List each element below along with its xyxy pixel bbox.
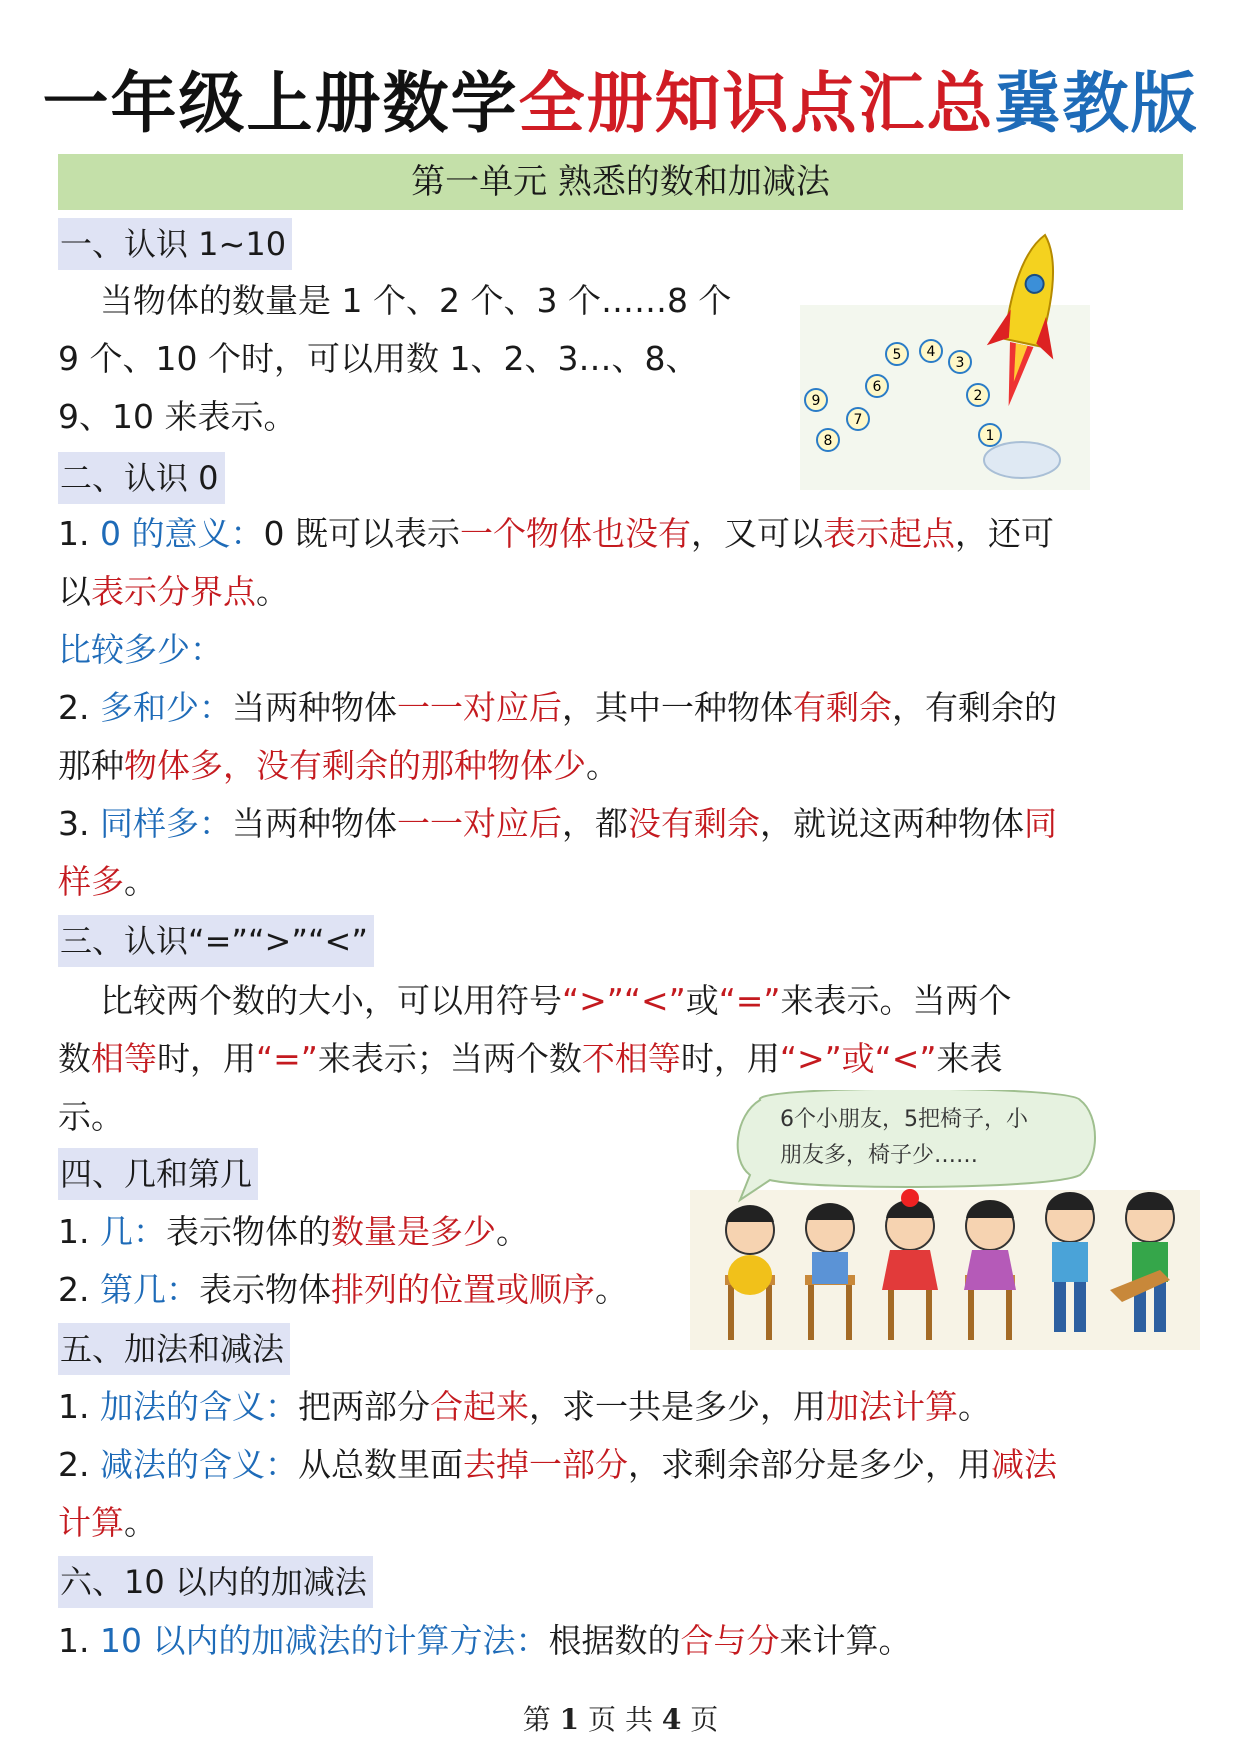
- highlight: 计算: [58, 1503, 124, 1542]
- text: 那种: [58, 746, 124, 785]
- highlight: 去掉一部分: [462, 1445, 628, 1484]
- rocket-number-illustration: [790, 225, 1100, 495]
- text: 。: [586, 746, 619, 785]
- page-footer: [0, 1702, 1241, 1738]
- s1-line-2: 9 个、10 个时，可以用数 1、2、3…、8、: [58, 339, 699, 378]
- text: 来计算。: [779, 1621, 912, 1660]
- footer-text: 页: [681, 1703, 719, 1736]
- speech-bubble-line-2: 朋友多，椅子少……: [780, 1143, 979, 1168]
- text: ，有剩余的: [891, 688, 1057, 727]
- text: 。: [124, 1503, 157, 1542]
- highlight: 一个物体也没有: [459, 514, 691, 553]
- section-heading-1: 一、认识 1~10: [58, 218, 292, 270]
- text: 当两种物体: [231, 688, 397, 727]
- page-title: [0, 58, 1241, 148]
- point-label: 同样多：: [99, 804, 232, 843]
- s2-point-1-cont: [58, 563, 289, 621]
- s3-line-3: 示。: [58, 1097, 124, 1136]
- footer-text: 第: [522, 1703, 560, 1736]
- point-label: 0 的意义：: [99, 514, 264, 553]
- highlight: 加法计算: [825, 1387, 958, 1426]
- text: 把两部分: [297, 1387, 430, 1426]
- point-number: 1.: [58, 514, 100, 553]
- highlight: “=”: [718, 981, 781, 1020]
- highlight: 同: [1023, 804, 1057, 843]
- point-number: 3.: [58, 804, 100, 843]
- text: 以: [58, 572, 91, 611]
- text: 。: [957, 1387, 991, 1426]
- highlight: 相等: [91, 1039, 157, 1078]
- title-part-edition: 冀教版: [994, 64, 1199, 142]
- s1-line-3: 9、10 来表示。: [58, 397, 297, 436]
- highlight: 减法: [990, 1445, 1057, 1484]
- highlight: 没有剩余: [627, 804, 760, 843]
- speech-bubble: [750, 1092, 1060, 1180]
- title-part-grade: 一年级上册数学: [42, 64, 519, 142]
- text: ，还可: [954, 514, 1054, 553]
- highlight: “>”或“<”: [779, 1039, 937, 1078]
- highlight: 样多: [58, 862, 124, 901]
- point-label: 几：: [99, 1212, 166, 1251]
- s3-line-2: [58, 1030, 1003, 1088]
- section-heading-5: 五、加法和减法: [58, 1323, 290, 1375]
- point-number: 2.: [58, 1270, 100, 1309]
- point-label: 多和少：: [99, 688, 232, 727]
- rocket-number-1: 1: [985, 428, 995, 444]
- current-page-number: 1: [559, 1703, 580, 1736]
- point-number: 1.: [58, 1621, 100, 1660]
- point-number: 2.: [58, 1445, 100, 1484]
- s2-point-3: [58, 795, 1057, 853]
- section-heading-4: 四、几和第几: [58, 1148, 258, 1200]
- text: 时，用: [680, 1039, 780, 1078]
- highlight: 不相等: [581, 1039, 681, 1078]
- text: 。: [256, 572, 289, 611]
- point-number: 1.: [58, 1387, 100, 1426]
- rocket-number-2: 2: [973, 388, 983, 404]
- s2-point-3-cont: [58, 853, 157, 911]
- s6-point-1: [58, 1612, 911, 1670]
- text: 时，用: [157, 1039, 256, 1078]
- total-page-count: 4: [661, 1703, 682, 1736]
- highlight: 表示分界点: [91, 572, 256, 611]
- s1-line-1: 当物体的数量是 1 个、2 个、3 个……8 个: [100, 281, 732, 320]
- text: 。: [124, 862, 157, 901]
- highlight: 物体多，没有剩余的那种物体少: [124, 746, 586, 785]
- highlight: 表示起点: [822, 514, 955, 553]
- text: 来表示。当两个: [780, 981, 1012, 1020]
- rocket-number-5: 5: [892, 347, 902, 363]
- s2-point-2: [58, 679, 1057, 737]
- highlight: 一一对应后: [396, 688, 562, 727]
- footer-text: 页 共: [579, 1703, 662, 1736]
- text: 或: [685, 981, 719, 1020]
- point-label: 减法的含义：: [99, 1445, 298, 1484]
- compare-subheading: 比较多少：: [58, 630, 223, 669]
- point-label: 10 以内的加减法的计算方法：: [99, 1621, 549, 1660]
- highlight: “=”: [256, 1039, 318, 1078]
- point-number: 2.: [58, 688, 100, 727]
- text: 表示物体的: [165, 1212, 331, 1251]
- rocket-number-3: 3: [955, 355, 965, 371]
- section-heading-6: 六、10 以内的加减法: [58, 1556, 373, 1608]
- s4-point-2: [58, 1261, 628, 1319]
- rocket-number-6: 6: [872, 379, 882, 395]
- text: 。: [594, 1270, 628, 1309]
- text: ，其中一种物体: [561, 688, 793, 727]
- text: 来表示；当两个数: [317, 1039, 582, 1078]
- text: 比较两个数的大小，可以用符号: [100, 981, 562, 1020]
- highlight: 排列的位置或顺序: [330, 1270, 595, 1309]
- text: 。: [495, 1212, 529, 1251]
- highlight: “>”“<”: [562, 981, 686, 1020]
- section-heading-3: 三、认识“=”“>”“<”: [58, 915, 374, 967]
- text: 0 既可以表示: [263, 514, 460, 553]
- highlight: 合起来: [429, 1387, 529, 1426]
- s2-point-1: [58, 505, 1054, 563]
- text: ，又可以: [690, 514, 823, 553]
- text: ，都: [561, 804, 628, 843]
- point-label: 第几：: [99, 1270, 199, 1309]
- s5-point-2-cont: [58, 1494, 157, 1552]
- text: 当两种物体: [231, 804, 397, 843]
- section-heading-2: 二、认识 0: [58, 452, 225, 504]
- highlight: 合与分: [680, 1621, 780, 1660]
- point-number: 1.: [58, 1212, 100, 1251]
- s2-point-2-cont: [58, 737, 619, 795]
- rocket-number-8: 8: [823, 433, 833, 449]
- highlight: 数量是多少: [330, 1212, 496, 1251]
- s5-point-2: [58, 1436, 1057, 1494]
- rocket-number-7: 7: [853, 412, 863, 428]
- s3-line-1: [100, 972, 1012, 1030]
- text: 数: [58, 1039, 91, 1078]
- point-label: 加法的含义：: [99, 1387, 298, 1426]
- text: ，就说这两种物体: [759, 804, 1024, 843]
- text: 表示物体: [198, 1270, 331, 1309]
- s4-point-1: [58, 1203, 529, 1261]
- unit-heading: 第一单元 熟悉的数和加减法: [58, 154, 1183, 210]
- title-part-summary: 全册知识点汇总: [518, 64, 995, 142]
- rocket-number-4: 4: [926, 344, 936, 360]
- text: ，求一共是多少，用: [528, 1387, 826, 1426]
- text: 根据数的: [548, 1621, 681, 1660]
- text: 从总数里面: [297, 1445, 463, 1484]
- text: 来表: [936, 1039, 1003, 1078]
- rocket-number-9: 9: [811, 393, 821, 409]
- speech-bubble-line-1: 6个小朋友，5把椅子，小: [780, 1107, 1028, 1132]
- highlight: 一一对应后: [396, 804, 562, 843]
- text: ，求剩余部分是多少，用: [627, 1445, 991, 1484]
- s5-point-1: [58, 1378, 991, 1436]
- highlight: 有剩余: [792, 688, 892, 727]
